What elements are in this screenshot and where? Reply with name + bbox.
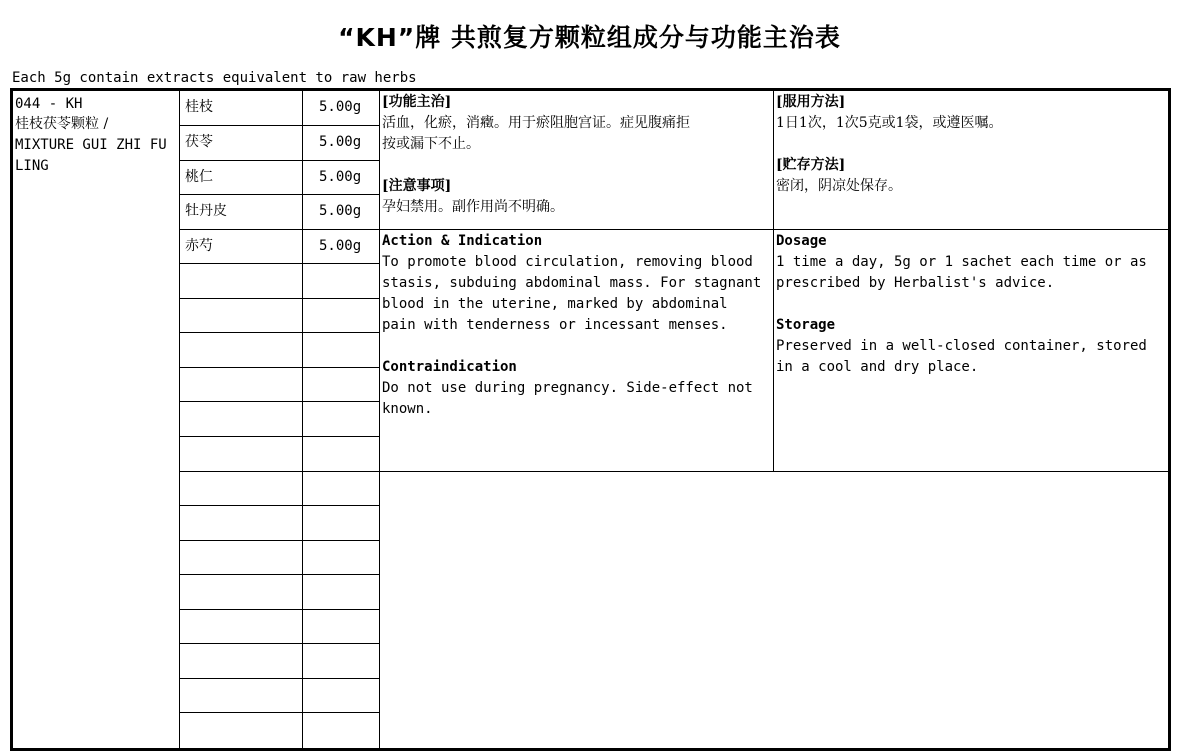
storage-text-cn: 密闭，阴凉处保存。: [776, 178, 902, 194]
usage-text-cn: 1日1次，1次5克或1袋，或遵医嘱。: [776, 115, 1003, 131]
herb-name: 茯苓: [185, 134, 213, 150]
composition-table: [10, 88, 1171, 751]
dosage-line: 1 time a day, 5g or 1 sachet each time or as: [776, 254, 1147, 270]
page-title: “KH”牌 共煎复方颗粒组成分与功能主治表: [338, 23, 841, 52]
storage-line: Preserved in a well-closed container, stored: [776, 338, 1147, 354]
storage-line: in a cool and dry place.: [776, 359, 979, 375]
contraindication-line: known.: [382, 401, 433, 417]
contraindication-heading: Contraindication: [382, 359, 517, 375]
action-line: stasis, subduing abdominal mass. For stagnant: [382, 275, 762, 291]
action-line: To promote blood circulation, removing blood: [382, 254, 753, 270]
product-name-line-1: 桂枝茯苓颗粒 /: [15, 116, 109, 132]
herb-name: 赤芍: [185, 238, 213, 254]
product-name-line-2: MIXTURE GUI ZHI FU: [15, 137, 167, 153]
function-heading-cn: [功能主治]: [382, 94, 452, 110]
storage-heading: Storage: [776, 317, 836, 333]
product-name-line-3: LING: [15, 158, 49, 174]
function-line-cn: 活血，化瘀，消癥。用于瘀阻胞宫证。症见腹痛拒: [382, 115, 690, 131]
product-code: 044 - KH: [15, 96, 83, 112]
herb-amount: 5.00g: [319, 99, 362, 115]
herb-name: 桃仁: [185, 169, 213, 185]
herb-amount: 5.00g: [319, 238, 362, 254]
action-line: pain with tenderness or incessant menses.: [382, 317, 728, 333]
action-heading: Action & Indication: [382, 233, 543, 249]
function-line-cn: 按或漏下不止。: [382, 136, 480, 152]
dosage-heading: Dosage: [776, 233, 827, 249]
herb-amount: 5.00g: [319, 169, 362, 185]
usage-heading-cn: [服用方法]: [776, 94, 846, 110]
caution-text-cn: 孕妇禁用。副作用尚不明确。: [382, 199, 564, 215]
storage-heading-cn: [贮存方法]: [776, 157, 846, 173]
herb-name: 桂枝: [185, 99, 213, 115]
herb-amount: 5.00g: [319, 134, 362, 150]
contraindication-line: Do not use during pregnancy. Side-effect not: [382, 380, 753, 396]
caution-heading-cn: [注意事项]: [382, 178, 452, 194]
herb-name: 牡丹皮: [185, 203, 227, 219]
action-line: blood in the uterine, marked by abdominal: [382, 296, 728, 312]
dosage-line: prescribed by Herbalist's advice.: [776, 275, 1055, 291]
herb-amount: 5.00g: [319, 203, 362, 219]
table-subtitle: Each 5g contain extracts equivalent to raw herbs: [12, 70, 417, 86]
